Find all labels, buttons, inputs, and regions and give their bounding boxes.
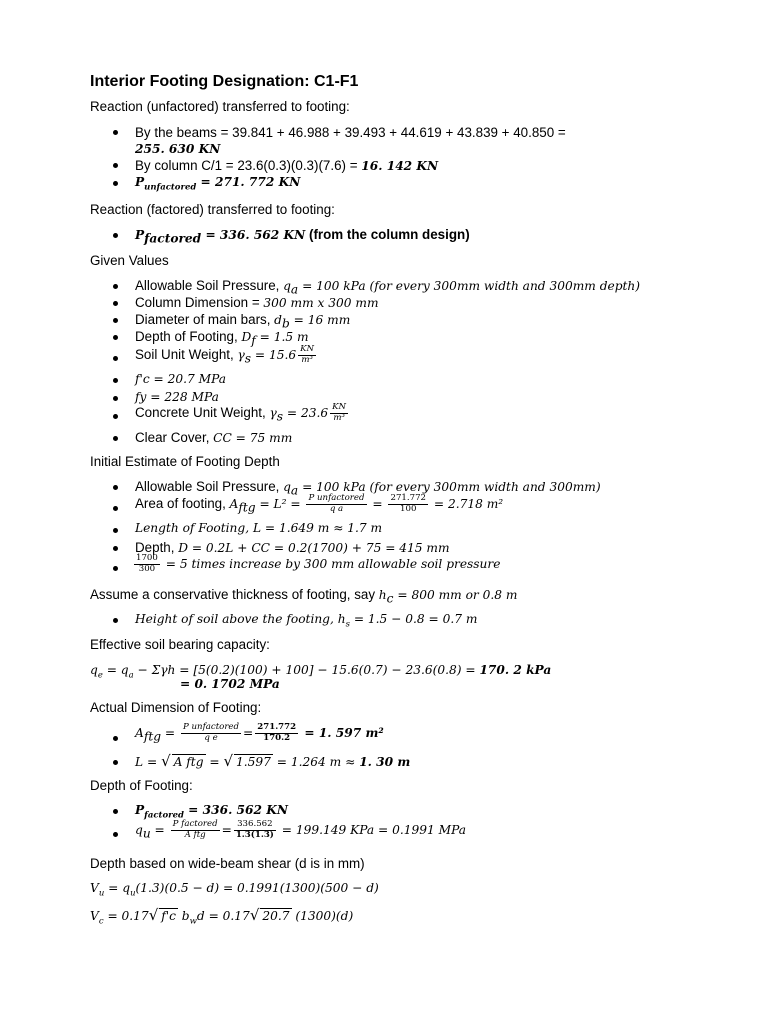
beams-total: 255. 630 KN xyxy=(135,142,221,156)
heading-given-values: Given Values xyxy=(90,253,169,268)
given-concrete-unit-weight: Concrete Unit Weight, $\gamma_s = 23.6$ $\frac{KN}{\text{m³}}$ xyxy=(135,402,347,424)
bullet xyxy=(113,130,118,135)
bullet xyxy=(113,163,118,168)
given-fc: f'c = 20.7 MPa xyxy=(135,372,227,386)
column-load-line: By column C/1 = 23.6(0.3)(0.3)(7.6) = 16. 142 KN xyxy=(135,158,439,173)
initial-soil-pressure: Allowable Soil Pressure, $q_a = 100$ kPa (for every 300mm width and 300mm) xyxy=(135,479,601,498)
bullet xyxy=(113,760,118,765)
bullet xyxy=(113,396,118,401)
effective-equation: $q_e = q_a - \Sigma\gamma h = [5(0.2)(100) + 100] - 15.6(0.7) - 23.6(0.8) = 170$. 2 kPa xyxy=(90,663,552,681)
heading-initial-estimate: Initial Estimate of Footing Depth xyxy=(90,454,280,469)
heading-depth-of-footing: Depth of Footing: xyxy=(90,778,193,793)
given-soil-unit-weight: Soil Unit Weight, $\gamma_s = 15.6$ $\frac{KN}{\text{m³}}$ xyxy=(135,344,315,366)
initial-depth: Depth, D = 0.2L + CC = 0.2(1700) + 75 = 415 mm xyxy=(135,540,450,555)
wide-beam-vu: $V_u = q_u(1.3)(0.5 - d) = 0.1991(1300)(500 - d)$ xyxy=(90,881,379,899)
bullet xyxy=(113,378,118,383)
bullet xyxy=(113,618,118,623)
heading-wide-beam-shear: Depth based on wide-beam shear (d is in mm) xyxy=(90,856,365,871)
bullet xyxy=(113,566,118,571)
initial-length-of-footing: Length of Footing, L = 1.649 m ≈ 1.7 m xyxy=(135,521,383,535)
height-of-soil: Height of soil above the footing, $h_s = 1.5 - 0.8 = 0.7$ m xyxy=(135,612,478,630)
assume-thickness: Assume a conservative thickness of footing, say $h_c = 800$ mm or 0.8 m xyxy=(90,587,518,606)
bullet xyxy=(113,809,118,814)
bullet xyxy=(113,414,118,419)
bullet xyxy=(113,506,118,511)
heading-effective-capacity: Effective soil bearing capacity: xyxy=(90,637,270,652)
given-bar-diameter: Diameter of main bars, $d_b = 16$ mm xyxy=(135,312,351,331)
bullet xyxy=(113,284,118,289)
bullet xyxy=(113,356,118,361)
actual-length: L = √ A ftg = √ 1.597 = 1.264 m ≈ 1. 30 m xyxy=(135,752,411,770)
bullet xyxy=(113,335,118,340)
effective-result-mpa: = 0. 1702 MPa xyxy=(180,677,280,691)
given-clear-cover: Clear Cover, CC = 75 mm xyxy=(135,430,293,445)
bullet xyxy=(113,181,118,186)
bullet xyxy=(113,546,118,551)
bullet xyxy=(113,485,118,490)
depth-qu: $q_u$ = P factored A ftg = $\frac{336.562}{1.3(1.3)}$ = 199.149 KPa = 0.1991 MPa xyxy=(135,819,467,841)
p-unfactored-line: $P_{unfactored} = 271$. 772 KN xyxy=(135,175,301,193)
bullet xyxy=(113,301,118,306)
given-fy: fy = 228 MPa xyxy=(135,390,219,404)
given-column-dimension: Column Dimension = 300 mm x 300 mm xyxy=(135,295,379,310)
given-soil-pressure: Allowable Soil Pressure, $q_a = 100$ kPa (for every 300mm width and 300mm depth) xyxy=(135,278,641,297)
depth-p-factored: $P_{factored} = 336$. 562 KN xyxy=(135,803,288,821)
given-footing-depth: Depth of Footing, $D_f = 1.5$ m xyxy=(135,329,309,348)
bullet xyxy=(113,233,118,238)
heading-reaction-factored: Reaction (factored) transferred to footing: xyxy=(90,202,335,217)
beams-line: By the beams = 39.841 + 46.988 + 39.493 + 44.619 + 43.839 + 40.850 = xyxy=(135,125,566,140)
initial-ratio: $\frac{1700}{300}$ = 5 times increase by 300 mm allowable soil pressure xyxy=(136,553,501,574)
bullet xyxy=(113,832,118,837)
initial-area-of-footing: Area of footing, $A_{ftg} = L^2$ = P unfactored q a = $\frac{271.772}{100}$ = 2.718 m² xyxy=(135,493,504,515)
heading-actual-dimension: Actual Dimension of Footing: xyxy=(90,700,262,715)
bullet xyxy=(113,436,118,441)
bullet xyxy=(113,528,118,533)
p-factored-line: $P_{factored} = 336$. 562 KN (from the column design) xyxy=(135,227,470,246)
heading-reaction-unfactored: Reaction (unfactored) transferred to footing: xyxy=(90,99,350,114)
actual-area: $A_{ftg}$ = P unfactored q e = $\frac{271.772}{170.2}$ = 1. 597 m² xyxy=(135,722,384,744)
page-title: Interior Footing Designation: C1-F1 xyxy=(90,73,359,90)
wide-beam-vc: $V_c = 0.17√$ f'c $b_wd = 0.17√$ 20.7 (1300)(d) xyxy=(90,906,354,927)
bullet xyxy=(113,736,118,741)
bullet xyxy=(113,318,118,323)
